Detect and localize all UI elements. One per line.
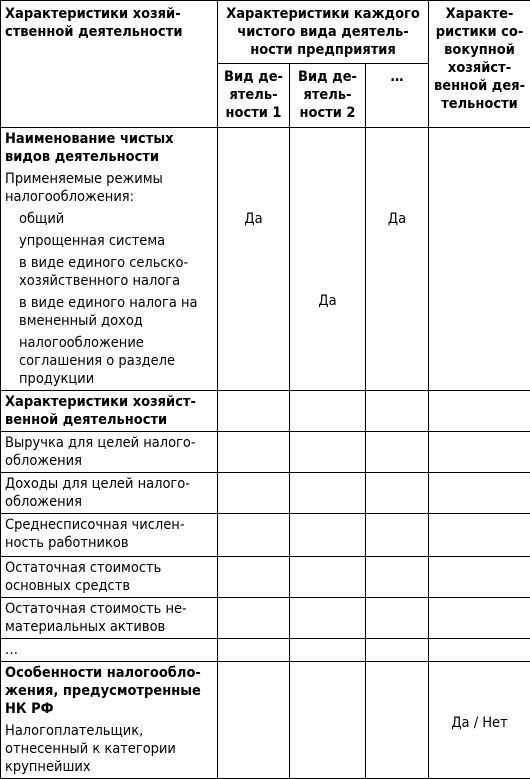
yes-general-activity-more: Да	[370, 210, 424, 228]
regime-imputed: в виде единого налога на вмененный доход	[5, 294, 213, 330]
aggregate-yes-no-cell	[429, 662, 530, 779]
yes-general-activity-1: Да	[222, 210, 285, 228]
revenue-row	[1, 432, 530, 473]
intangibles-label: Остаточная стоимость не- материальных активов	[1, 598, 218, 639]
regime-general: общий	[5, 210, 213, 228]
activity-1-cell	[218, 128, 290, 391]
activity-more-cell	[366, 128, 429, 391]
fixed-assets-label: Остаточная стоимость основных средств	[1, 557, 218, 598]
major-taxpayer-label: Налогоплательщик, отнесенный к категории крупнейших	[5, 722, 213, 776]
regimes-label: Применяемые режимы налогообложения:	[5, 170, 213, 206]
header-activity-1: Вид де- ятель- ности 1	[218, 64, 290, 128]
activity-2-cell	[290, 128, 366, 391]
header-activity-more: …	[366, 64, 429, 128]
section-title: Особенности налогообло- жения, предусмотренные НК РФ	[5, 664, 213, 718]
income-row	[1, 473, 530, 514]
regime-simplified: упрощенная система	[5, 232, 213, 250]
aggregate-cell	[429, 128, 530, 391]
header-row-top	[1, 1, 530, 64]
header-activity-characteristics: Характеристики хозяй- ственной деятельности	[1, 1, 218, 128]
revenue-label: Выручка для целей налого- обложения	[1, 432, 218, 473]
ellipsis-row	[1, 639, 530, 662]
regime-psa: налогообложение соглашения о разделе продукции	[5, 334, 213, 388]
tax-specifics-labels	[1, 662, 218, 779]
section-title: Наименование чистых видов деятельности	[5, 130, 213, 166]
section-title: Характеристики хозяйст- венной деятельности	[1, 391, 218, 432]
header-aggregate-activity: Характе- ристики со- вокупной хозяйст- венной дея- тельности	[429, 1, 530, 128]
headcount-label: Среднесписочная числен- ность работников	[1, 514, 218, 557]
regime-agricultural: в виде единого сельско- хозяйственного налога	[5, 254, 213, 290]
header-per-activity: Характеристики каждого чистого вида деятель- ности предприятия	[218, 1, 429, 64]
yes-no-value: Да / Нет	[433, 714, 526, 732]
ellipsis-label: …	[1, 639, 218, 662]
section-tax-specifics-row	[1, 662, 530, 779]
intangibles-row	[1, 598, 530, 639]
headcount-row	[1, 514, 530, 557]
yes-imputed-activity-2: Да	[294, 292, 361, 310]
section-characteristics-title-row	[1, 391, 530, 432]
income-label: Доходы для целей налого- обложения	[1, 473, 218, 514]
header-activity-2: Вид де- ятель- ности 2	[290, 64, 366, 128]
section-activities-labels	[1, 128, 218, 391]
section-activities-row	[1, 128, 530, 391]
fixed-assets-row	[1, 557, 530, 598]
